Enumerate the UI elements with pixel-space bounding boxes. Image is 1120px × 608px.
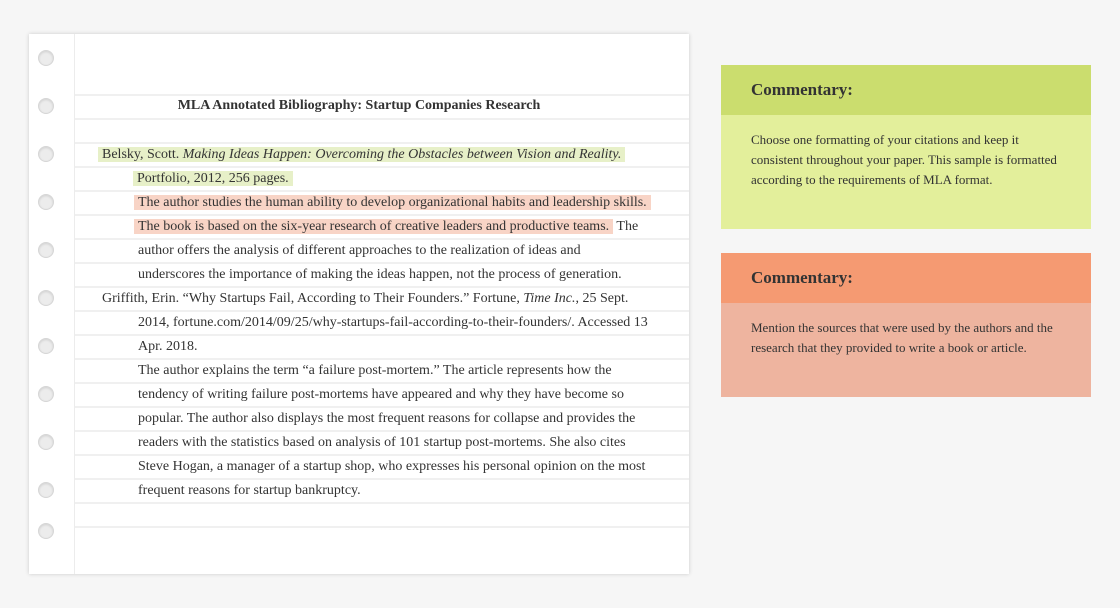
ruled-line [75,142,689,144]
citation-line: Apr. 2018. [138,339,198,354]
binder-hole [38,386,54,402]
annotation-line: Steve Hogan, a manager of a startup shop, who expresses his personal opinion on the most [138,459,646,474]
commentary-card-formatting [721,65,1091,229]
citation-text: Griffith, Erin. “Why Startups Fail, According to Their Founders.” Fortune, [102,291,524,306]
ruled-line [75,238,689,240]
citation-text: , 25 Sept. [575,291,629,306]
annotation-line: underscores the importance of making the ideas happen, not the process of generation. [138,267,622,282]
citation-author: Belsky, Scott. [102,147,180,162]
margin-line [74,34,75,574]
annotation-highlight: The book is based on the six-year research of creative leaders and productive teams. [134,219,613,234]
binder-hole [38,482,54,498]
annotation-highlight: The author studies the human ability to develop organizational habits and leadership skills. [134,195,651,210]
annotation-line [134,193,651,213]
ruled-line [75,502,689,504]
binder-hole [38,290,54,306]
citation-line [98,145,625,165]
ruled-line [75,118,689,120]
binder-hole [38,242,54,258]
commentary-card-sources [721,253,1091,397]
ruled-line [75,94,689,96]
binder-hole [38,194,54,210]
binder-hole [38,50,54,66]
annotation-line [134,217,638,237]
ruled-line [75,334,689,336]
annotation-line: popular. The author also displays the most frequent reasons for collapse and provides the [138,411,636,426]
commentary-heading: Commentary: [721,253,1091,303]
ruled-line [75,478,689,480]
citation-publisher: Time Inc. [523,291,576,306]
ruled-line [75,262,689,264]
binder-hole [38,523,54,539]
commentary-heading: Commentary: [721,65,1091,115]
commentary-text: Choose one formatting of your citations and keep it consistent throughout your paper. This sample is formatted according to the requirements of MLA format. [721,115,1091,229]
document-title: MLA Annotated Bibliography: Startup Companies Research [177,98,541,113]
notebook-paper [29,34,689,574]
ruled-line [75,166,689,168]
annotation-line: The author explains the term “a failure post-mortem.” The article represents how the [138,363,612,378]
citation-publication: Portfolio, 2012, 256 pages. [133,171,293,186]
citation-highlight [98,147,625,162]
annotation-line: author offers the analysis of different approaches to the realization of ideas and [138,243,581,258]
ruled-line [75,382,689,384]
citation-line [133,169,293,189]
citation-line: 2014, fortune.com/2014/09/25/why-startups-fail-according-to-their-founders/. Accessed 13 [138,315,648,330]
citation-book-title: Making Ideas Happen: Overcoming the Obstacles between Vision and Reality. [182,147,622,162]
binder-hole [38,146,54,162]
annotation-line: frequent reasons for startup bankruptcy. [138,483,361,498]
annotation-line: readers with the statistics based on analysis of 101 startup post-mortems. She also cites [138,435,626,450]
ruled-line [75,310,689,312]
ruled-line [75,286,689,288]
ruled-line [75,454,689,456]
ruled-line [75,406,689,408]
ruled-line [75,214,689,216]
binder-hole [38,338,54,354]
ruled-line [75,430,689,432]
citation-line [102,289,628,309]
annotation-text: The [616,219,639,234]
annotation-line: tendency of writing failure post-mortems have appeared and why they have become so [138,387,624,402]
binder-hole [38,434,54,450]
ruled-line [75,190,689,192]
ruled-line [75,526,689,528]
ruled-line [75,358,689,360]
commentary-text: Mention the sources that were used by the authors and the research that they provided to write a book or article. [721,303,1091,397]
